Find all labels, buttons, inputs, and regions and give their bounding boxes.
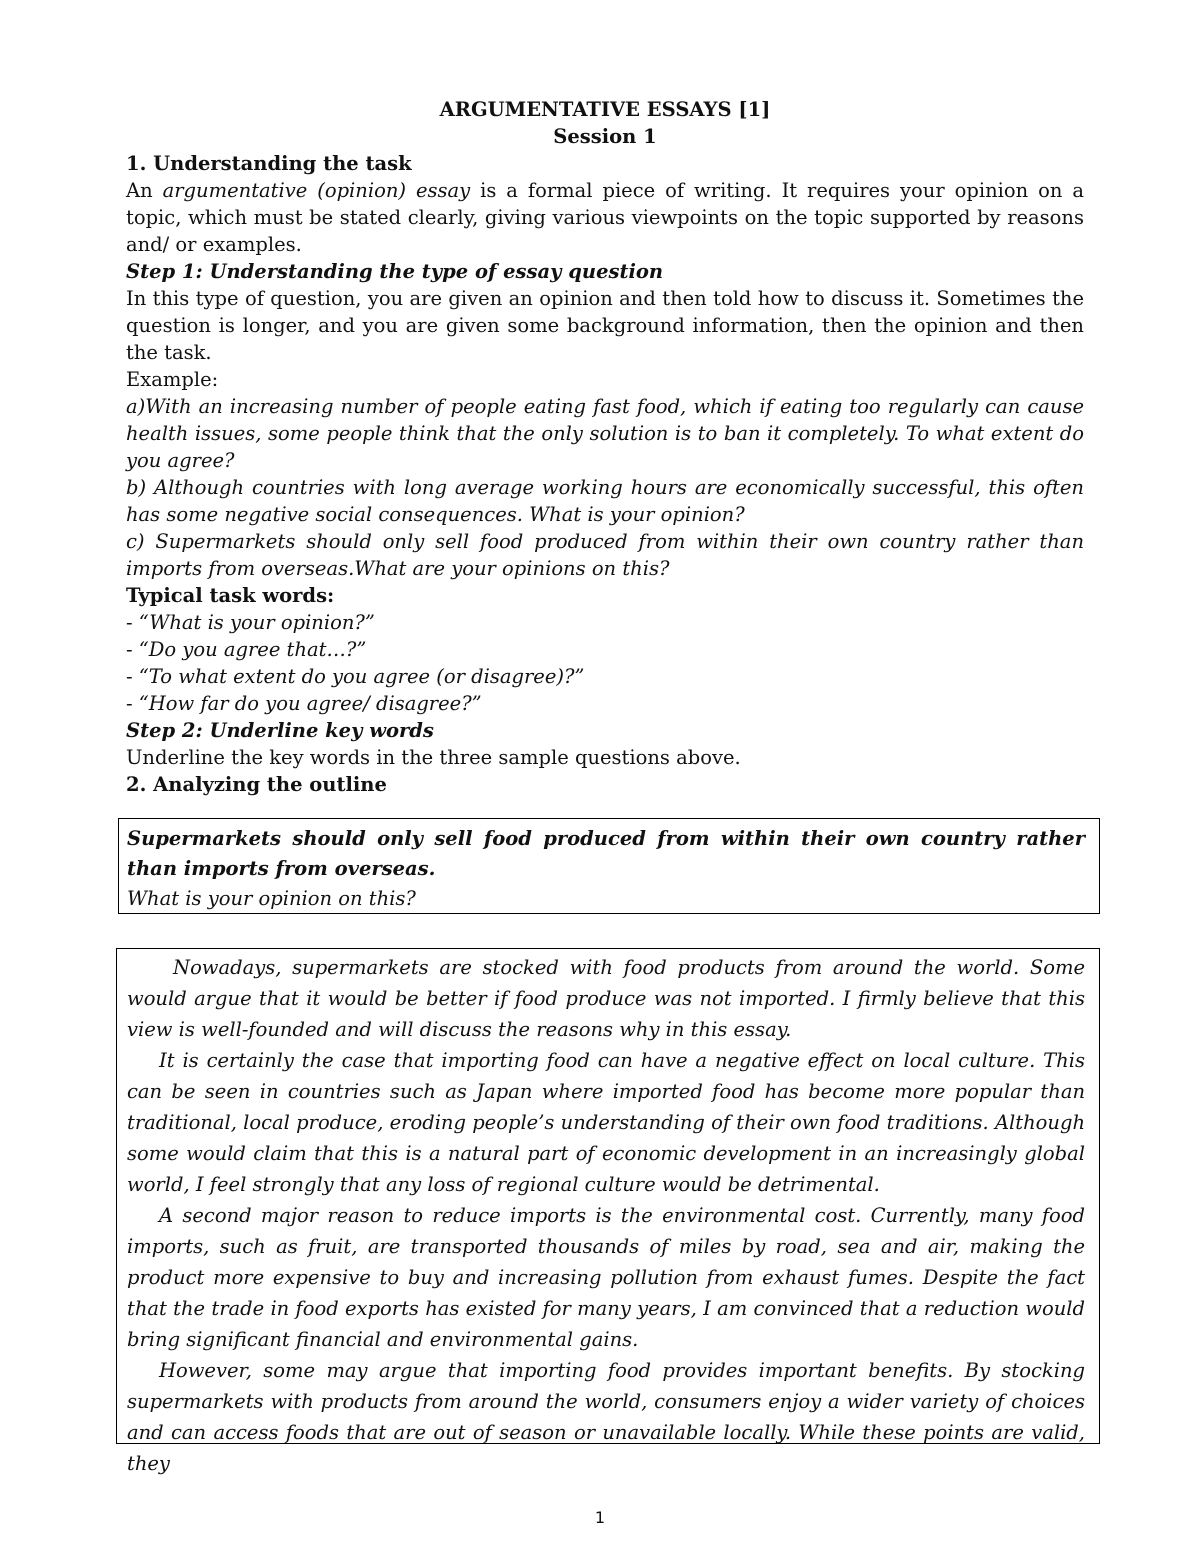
essay-paragraph-counter: However, some may argue that importing food provides important benefits. By stocking supermarkets with products from around the world, consumers enjoy a wider variety of choices and can access foods that are out of season or unavailable locally. While these points are valid, they <box>127 1359 1085 1475</box>
example-label: Example: <box>126 368 219 391</box>
outline-prompt: What is your opinion on this? <box>127 887 416 910</box>
outline-question-box <box>118 818 1100 914</box>
document-body <box>126 96 1084 798</box>
outline-question: Supermarkets should only sell food produced from within their own country rather than imports from overseas. <box>127 827 1085 880</box>
step2-heading: Step 2: Underline key words <box>126 719 434 742</box>
example-a: a)With an increasing number of people eating fast food, which if eating too regularly can cause health issues, some people think that the only solution is to ban it completely. To what extent do you agree? <box>126 395 1084 472</box>
example-b: b) Although countries with long average working hours are economically successful, this often has some negative social consequences. What is your opinion? <box>126 476 1084 526</box>
task-word-item: - “Do you agree that…?” <box>126 638 367 661</box>
task-word-item: - “How far do you agree/ disagree?” <box>126 692 482 715</box>
essay-paragraph-body1: It is certainly the case that importing food can have a negative effect on local culture. This can be seen in countries such as Japan where imported food has become more popular than traditional, local produce, eroding people’s understanding of their own food traditions. Although some would claim that this is a natural part of economic development in an increasingly global world, I feel strongly that any loss of regional culture would be detrimental. <box>127 1049 1085 1196</box>
document-title: ARGUMENTATIVE ESSAYS [1] <box>439 98 771 121</box>
session-label: Session 1 <box>553 125 657 148</box>
task-word-item: - “To what extent do you agree (or disagree)?” <box>126 665 585 688</box>
essay-paragraph-intro: Nowadays, supermarkets are stocked with food products from around the world. Some would argue that it would be better if food produce was not imported. I firmly believe that this view is well-founded and will discuss the reasons why in this essay. <box>127 956 1085 1041</box>
essay-box <box>116 948 1100 1475</box>
intro-post: is a formal piece of writing. It requires your opinion on a topic, which must be stated clearly, giving various viewpoints on the topic supported by reasons and/ or examples. <box>126 179 1084 256</box>
intro-term: argumentative (opinion) essay <box>162 179 471 202</box>
example-c: c) Supermarkets should only sell food produced from within their own country rather than imports from overseas.What are your opinions on this? <box>126 530 1084 580</box>
step1-text: In this type of question, you are given an opinion and then told how to discuss it. Sometimes the question is longer, and you are given some background information, then the opinion and then the task. <box>126 287 1084 364</box>
section1-heading: 1. Understanding the task <box>126 152 412 175</box>
task-words-heading: Typical task words: <box>126 584 335 607</box>
intro-paragraph <box>126 177 1084 258</box>
page-number: 1 <box>594 1508 606 1527</box>
essay-paragraph-body2: A second major reason to reduce imports is the environmental cost. Currently, many food imports, such as fruit, are transported thousands of miles by road, sea and air, making the product more expensive to buy and increasing pollution from exhaust fumes. Despite the fact that the trade in food exports has existed for many years, I am convinced that a reduction would bring significant financial and environmental gains. <box>127 1204 1085 1351</box>
step2-text: Underline the key words in the three sample questions above. <box>126 746 741 769</box>
intro-pre: An <box>126 179 163 202</box>
task-word-item: - “What is your opinion?” <box>126 611 375 634</box>
section2-heading: 2. Analyzing the outline <box>126 773 387 796</box>
step1-heading: Step 1: Understanding the type of essay question <box>126 260 664 283</box>
